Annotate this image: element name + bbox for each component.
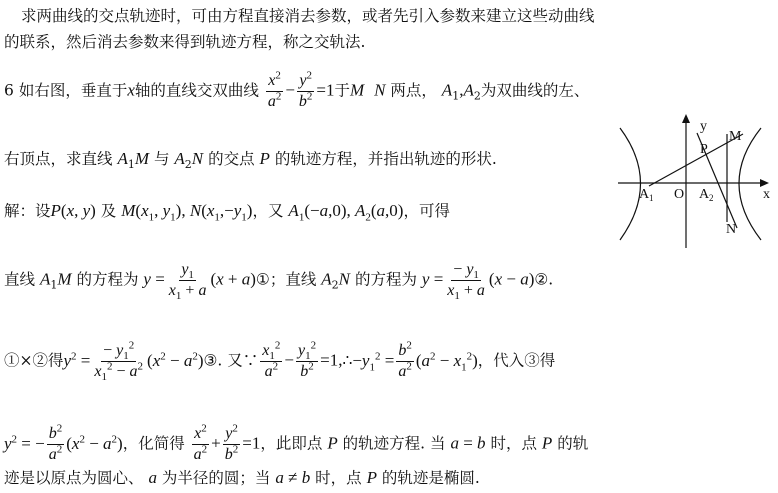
solution-line-4: $y^2$ = − $\frac{b^2}{a^2}$ $(x^2 - a^2)$，化简得 $\frac{x^2}{a^2}$ + $\frac{y^2}{b^2}$ =1，此即点 P 的轨迹方程. 当 a = b 时，点 P 的轨 bbox=[4, 422, 589, 463]
problem-number: 6 bbox=[4, 81, 14, 100]
label-A1: A bbox=[639, 187, 650, 202]
intro-line-2: 的联系，然后消去参数来得到轨迹方程，称之交轨法. bbox=[4, 33, 366, 51]
right-hyperbola-branch bbox=[739, 128, 761, 240]
label-P: P bbox=[700, 142, 708, 157]
label-N: N bbox=[726, 222, 737, 237]
y-axis-arrow bbox=[682, 114, 690, 123]
label-x: x bbox=[763, 187, 770, 202]
problem-line-2: 右顶点，求直线 $A_1M$ 与 $A_2N$ 的交点 P 的轨迹方程，并指出轨迹的形状. bbox=[4, 149, 497, 172]
solution-line-3: ①×②得$y^2$ = $\frac{- y_1^2}{x_1^2 - a^2}$ ($x^2$ − $a^2)③$. 又∵ $\frac{x_1^2}{a^2}$ − $\frac{y_1^2}{b^2}$ $=1,\therefore-y_1^2$ = $\frac{b^2}{a^2}$ $(a^2 - x_1^2)$，代入③得 bbox=[4, 339, 556, 384]
label-M: M bbox=[729, 129, 742, 144]
solution-line-1: 解：设P(x, y) 及 $M(x_1$, $y_1$), $N(x_1,-y_1)$，又 $A_1(-a,0)$, $A_2(a,0)$，可得 bbox=[4, 201, 450, 224]
solution-line-2: 直线 $A_1M$ 的方程为 y = $\frac{y_1}{x_1 + a}$ (x + a)①；直线 $A_2N$ 的方程为 y = $\frac{- y_1}{x_1 + a}$ (x − a)②. bbox=[4, 261, 554, 303]
solution-line-5: 迹是以原点为圆心、 a 为半径的圆；当 a ≠ b 时，点 P 的轨迹是椭圆. bbox=[4, 468, 480, 487]
label-y: y bbox=[700, 119, 707, 134]
label-A2: A bbox=[699, 187, 710, 202]
hyperbola-term-x: $\frac{x^2}{a^2}$ bbox=[267, 69, 282, 110]
problem-line-1: 6 如右图，垂直于x轴的直线交双曲线 $\frac{x^2}{a^2}$ − $\frac{y^2}{b^2}$ =1于M N 两点， $A_1,A_2$为双曲线的左、 bbox=[4, 69, 590, 110]
label-A2-sub: 2 bbox=[709, 193, 714, 203]
x-axis-arrow bbox=[760, 179, 769, 187]
left-hyperbola-branch bbox=[620, 128, 641, 240]
label-A1-sub: 1 bbox=[649, 193, 654, 203]
hyperbola-figure bbox=[613, 112, 778, 252]
intro-line-1: 求两曲线的交点轨迹时，可由方程直接消去参数，或者先引入参数来建立这些动曲线 bbox=[21, 7, 595, 25]
hyperbola-term-y: $\frac{y^2}{b^2}$ bbox=[298, 69, 313, 110]
label-O: O bbox=[674, 187, 685, 202]
